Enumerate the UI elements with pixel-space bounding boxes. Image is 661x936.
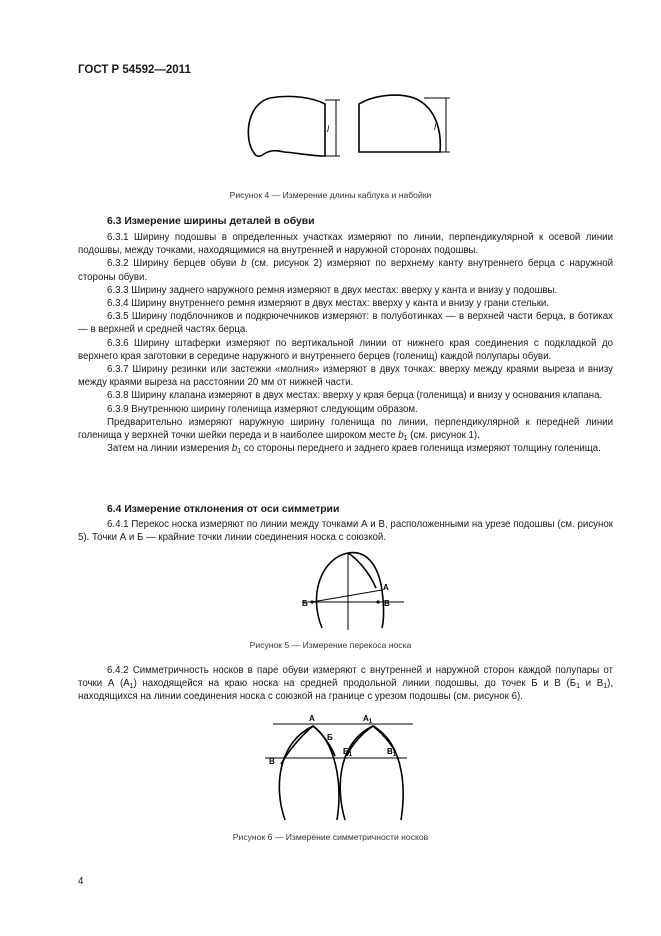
paragraph-6-3-9-cont-1: Предварительно измеряют наружную ширину голенища по линии, перпендикулярной к передней линии голенища у верхней точки шейки переда и в наиболее широком месте $b_1$ (см. рисунок 1). — [78, 416, 613, 443]
paragraph-6-3-9-cont-2: Затем на линии измерения $b_1$ со стороны переднего и заднего краев голенища измеряют толщину голенища. — [107, 443, 601, 456]
paragraph-6-3-7: 6.3.7 Ширину резинки или застежки «молния» измеряют в двух точках: вверху между краями выреза и внизу между краями выреза на расстоянии 20 мм от нижней части. — [78, 364, 613, 389]
page-number: 4 — [78, 876, 84, 887]
section-6-4-2-body — [78, 664, 613, 704]
paragraph-6-3-1: 6.3.1 Ширину подошвы в определенных участках измеряют по линии, перпендикулярной к осевой линии подошвы, между точками, находящимися на внутренней и наружной сторонах подошвы. — [78, 232, 613, 257]
label-v: В — [384, 599, 390, 608]
figure-6 — [255, 712, 415, 822]
label-b1: $Б_1$ — [343, 747, 353, 758]
paragraph-6-3-3: 6.3.3 Ширину заднего наружного ремня измеряют в двух местах: вверху у канта и внизу у подошвы. — [107, 284, 558, 296]
paragraph-6-3-8: 6.3.8 Ширину клапана измеряют в двух местах: вверху у края берца (голенища) и внизу у основания клапана. — [107, 390, 603, 402]
dimension-label-l: l — [434, 122, 436, 132]
toe-skew-diagram — [300, 550, 410, 630]
label-b: Б — [302, 599, 308, 608]
figure-5 — [300, 550, 410, 630]
paragraph-6-4-1: 6.4.1 Перекос носка измеряют по линии между точками А и В, расположенными на урезе подошвы (см. рисунок 5). Точки А и Б — крайние точки линии соединения носка с союзкой. — [78, 519, 613, 544]
dimension-label-l: l — [327, 124, 329, 134]
label-v1: $В_1$ — [387, 747, 397, 758]
document-header: ГОСТ Р 54592—2011 — [78, 64, 191, 76]
figure-4 — [240, 90, 460, 168]
toe-symmetry-diagram — [255, 712, 415, 822]
label-b: Б — [327, 733, 333, 742]
paragraph-6-3-2: 6.3.2 Ширину берцев обуви b (см. рисунок 2) измеряют по верхнему канту внутреннего берца с наружной стороны обуви. — [78, 258, 613, 283]
paragraph-6-3-6: 6.3.6 Ширину штаферки измеряют по вертикальной линии от нижнего края соединения с подкладкой до верхнего края заготовки в середине наружного и внутреннего берцев (голенищ) каждой полупары обуви. — [78, 337, 613, 362]
label-v: В — [269, 757, 275, 766]
label-a: А — [309, 714, 315, 723]
paragraph-6-3-4: 6.3.4 Ширину внутреннего ремня измеряют в двух местах: вверху у канта и внизу у грани стельки. — [107, 298, 550, 310]
figure-5-caption: Рисунок 5 — Измерение перекоса носка — [249, 640, 412, 650]
figure-6-caption: Рисунок 6 — Измерение симметричности носков — [232, 832, 429, 842]
section-6-3-heading: 6.3 Измерение ширины деталей в обуви — [107, 216, 315, 227]
section-6-3-body — [78, 231, 613, 455]
section-6-4-1-body — [78, 518, 613, 544]
paragraph-6-3-9: 6.3.9 Внутреннюю ширину голенища измеряют следующим образом. — [107, 403, 418, 415]
paragraph-6-3-5: 6.3.5 Ширину подблочников и подкрючечников измеряют: в полуботинках — в верхней части берца, в ботиках — в верхней и средней частях берца. — [78, 311, 613, 336]
heel-length-diagram — [240, 90, 460, 168]
section-6-4-heading: 6.4 Измерение отклонения от оси симметрии — [107, 504, 340, 515]
figure-4-caption: Рисунок 4 — Измерение длины каблука и набойки — [229, 190, 432, 200]
paragraph-6-4-2: 6.4.2 Симметричность носков в паре обуви измеряют с внутренней и наружной сторон каждой полупары от точки А $(А_1)$ находящейся на краю носка на средней продольной линии подошвы, до точек Б и В ($Б_1$ и $В_1$), находящихся на линии соединения носка с союзкой на границе с урезом подошвы (см. рисунок 6). — [78, 665, 614, 703]
label-a: А — [383, 583, 389, 592]
label-a1: $А_1$ — [363, 714, 373, 725]
